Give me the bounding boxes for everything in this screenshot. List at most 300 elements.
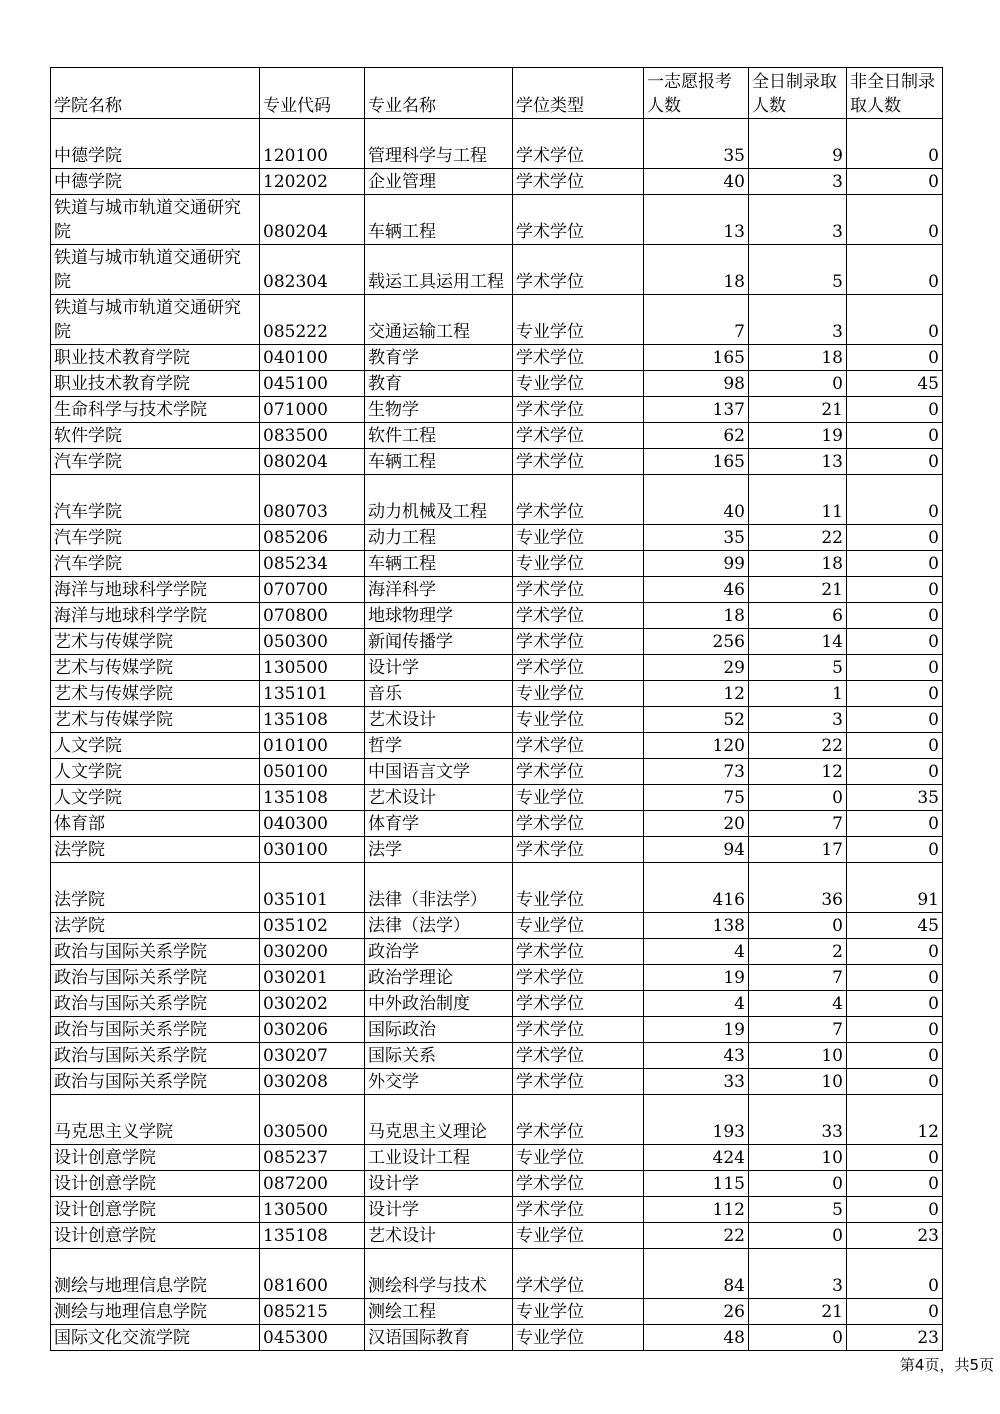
college-cell: 汽车学院 — [51, 449, 260, 475]
parttime-cell: 0 — [847, 525, 943, 551]
applicants-cell: 4 — [644, 991, 749, 1017]
table-row — [51, 551, 943, 577]
degree-cell: 专业学位 — [513, 1299, 644, 1325]
parttime-cell: 0 — [847, 603, 943, 629]
degree-cell: 学术学位 — [513, 939, 644, 965]
table-row — [51, 1325, 943, 1351]
college-cell: 设计创意学院 — [51, 1171, 260, 1197]
college-cell: 国际文化交流学院 — [51, 1325, 260, 1351]
applicants-cell: 165 — [644, 449, 749, 475]
major-cell: 测绘科学与技术 — [365, 1249, 513, 1299]
fulltime-cell: 2 — [749, 939, 847, 965]
college-cell: 测绘与地理信息学院 — [51, 1299, 260, 1325]
code-cell: 030100 — [260, 837, 365, 863]
parttime-cell: 0 — [847, 423, 943, 449]
applicants-cell: 18 — [644, 603, 749, 629]
degree-cell: 学术学位 — [513, 837, 644, 863]
code-cell: 085206 — [260, 525, 365, 551]
fulltime-cell: 13 — [749, 449, 847, 475]
fulltime-cell: 18 — [749, 551, 847, 577]
fulltime-cell: 19 — [749, 423, 847, 449]
major-cell: 新闻传播学 — [365, 629, 513, 655]
code-cell: 130500 — [260, 655, 365, 681]
degree-cell: 专业学位 — [513, 525, 644, 551]
college-cell: 政治与国际关系学院 — [51, 1017, 260, 1043]
college-cell: 艺术与传媒学院 — [51, 707, 260, 733]
degree-cell: 学术学位 — [513, 733, 644, 759]
college-cell: 汽车学院 — [51, 525, 260, 551]
column-header-degree: 学位类型 — [513, 68, 644, 119]
major-cell: 设计学 — [365, 655, 513, 681]
code-cell: 030208 — [260, 1069, 365, 1095]
applicants-cell: 19 — [644, 965, 749, 991]
applicants-cell: 18 — [644, 245, 749, 295]
college-cell: 铁道与城市轨道交通研究院 — [51, 295, 260, 345]
page-number: 第4页，共5页 — [899, 1356, 994, 1374]
table-row — [51, 1197, 943, 1223]
college-cell: 艺术与传媒学院 — [51, 629, 260, 655]
parttime-cell: 0 — [847, 991, 943, 1017]
parttime-cell: 0 — [847, 655, 943, 681]
applicants-cell: 424 — [644, 1145, 749, 1171]
table-row — [51, 1043, 943, 1069]
major-cell: 生物学 — [365, 397, 513, 423]
fulltime-cell: 5 — [749, 655, 847, 681]
applicants-cell: 46 — [644, 577, 749, 603]
degree-cell: 专业学位 — [513, 681, 644, 707]
college-cell: 测绘与地理信息学院 — [51, 1249, 260, 1299]
code-cell: 035102 — [260, 913, 365, 939]
admission-table — [50, 67, 943, 1351]
college-cell: 法学院 — [51, 913, 260, 939]
code-cell: 080204 — [260, 449, 365, 475]
major-cell: 国际关系 — [365, 1043, 513, 1069]
degree-cell: 学术学位 — [513, 1249, 644, 1299]
parttime-cell: 0 — [847, 1017, 943, 1043]
major-cell: 车辆工程 — [365, 449, 513, 475]
college-cell: 法学院 — [51, 863, 260, 913]
fulltime-cell: 10 — [749, 1145, 847, 1171]
fulltime-cell: 0 — [749, 1223, 847, 1249]
applicants-cell: 138 — [644, 913, 749, 939]
parttime-cell: 0 — [847, 245, 943, 295]
fulltime-cell: 12 — [749, 759, 847, 785]
fulltime-cell: 11 — [749, 475, 847, 525]
college-cell: 设计创意学院 — [51, 1223, 260, 1249]
degree-cell: 学术学位 — [513, 655, 644, 681]
parttime-cell: 0 — [847, 345, 943, 371]
college-cell: 政治与国际关系学院 — [51, 1043, 260, 1069]
applicants-cell: 120 — [644, 733, 749, 759]
code-cell: 085222 — [260, 295, 365, 345]
fulltime-cell: 7 — [749, 1017, 847, 1043]
college-cell: 生命科学与技术学院 — [51, 397, 260, 423]
table-row — [51, 991, 943, 1017]
parttime-cell: 0 — [847, 837, 943, 863]
applicants-cell: 7 — [644, 295, 749, 345]
fulltime-cell: 14 — [749, 629, 847, 655]
college-cell: 人文学院 — [51, 785, 260, 811]
parttime-cell: 35 — [847, 785, 943, 811]
fulltime-cell: 9 — [749, 119, 847, 169]
parttime-cell: 0 — [847, 939, 943, 965]
college-cell: 中德学院 — [51, 169, 260, 195]
table-row — [51, 759, 943, 785]
degree-cell: 学术学位 — [513, 345, 644, 371]
parttime-cell: 0 — [847, 551, 943, 577]
parttime-cell: 0 — [847, 1069, 943, 1095]
degree-cell: 专业学位 — [513, 785, 644, 811]
degree-cell: 学术学位 — [513, 965, 644, 991]
major-cell: 教育 — [365, 371, 513, 397]
table-row — [51, 1223, 943, 1249]
code-cell: 135101 — [260, 681, 365, 707]
degree-cell: 学术学位 — [513, 245, 644, 295]
table-row — [51, 707, 943, 733]
parttime-cell: 0 — [847, 707, 943, 733]
major-cell: 动力工程 — [365, 525, 513, 551]
fulltime-cell: 3 — [749, 1249, 847, 1299]
major-cell: 设计学 — [365, 1171, 513, 1197]
fulltime-cell: 3 — [749, 295, 847, 345]
fulltime-cell: 22 — [749, 525, 847, 551]
applicants-cell: 33 — [644, 1069, 749, 1095]
college-cell: 人文学院 — [51, 733, 260, 759]
applicants-cell: 137 — [644, 397, 749, 423]
degree-cell: 学术学位 — [513, 759, 644, 785]
degree-cell: 专业学位 — [513, 1223, 644, 1249]
major-cell: 企业管理 — [365, 169, 513, 195]
college-cell: 汽车学院 — [51, 475, 260, 525]
applicants-cell: 115 — [644, 1171, 749, 1197]
fulltime-cell: 0 — [749, 913, 847, 939]
degree-cell: 专业学位 — [513, 371, 644, 397]
code-cell: 040300 — [260, 811, 365, 837]
fulltime-cell: 21 — [749, 397, 847, 423]
applicants-cell: 256 — [644, 629, 749, 655]
parttime-cell: 45 — [847, 913, 943, 939]
applicants-cell: 13 — [644, 195, 749, 245]
code-cell: 050300 — [260, 629, 365, 655]
code-cell: 081600 — [260, 1249, 365, 1299]
major-cell: 体育学 — [365, 811, 513, 837]
major-cell: 法律（法学） — [365, 913, 513, 939]
fulltime-cell: 33 — [749, 1095, 847, 1145]
college-cell: 职业技术教育学院 — [51, 345, 260, 371]
college-cell: 职业技术教育学院 — [51, 371, 260, 397]
parttime-cell: 0 — [847, 629, 943, 655]
code-cell: 087200 — [260, 1171, 365, 1197]
parttime-cell: 0 — [847, 1299, 943, 1325]
fulltime-cell: 18 — [749, 345, 847, 371]
applicants-cell: 35 — [644, 525, 749, 551]
code-cell: 070700 — [260, 577, 365, 603]
applicants-cell: 112 — [644, 1197, 749, 1223]
parttime-cell: 0 — [847, 1145, 943, 1171]
table-row — [51, 1249, 943, 1299]
degree-cell: 学术学位 — [513, 195, 644, 245]
code-cell: 035101 — [260, 863, 365, 913]
major-cell: 马克思主义理论 — [365, 1095, 513, 1145]
applicants-cell: 165 — [644, 345, 749, 371]
parttime-cell: 91 — [847, 863, 943, 913]
major-cell: 哲学 — [365, 733, 513, 759]
applicants-cell: 62 — [644, 423, 749, 449]
parttime-cell: 0 — [847, 169, 943, 195]
code-cell: 135108 — [260, 785, 365, 811]
parttime-cell: 0 — [847, 119, 943, 169]
college-cell: 铁道与城市轨道交通研究院 — [51, 195, 260, 245]
major-cell: 软件工程 — [365, 423, 513, 449]
degree-cell: 学术学位 — [513, 1171, 644, 1197]
applicants-cell: 193 — [644, 1095, 749, 1145]
parttime-cell: 0 — [847, 397, 943, 423]
degree-cell: 学术学位 — [513, 475, 644, 525]
fulltime-cell: 7 — [749, 965, 847, 991]
major-cell: 法律（非法学） — [365, 863, 513, 913]
table-row — [51, 1095, 943, 1145]
fulltime-cell: 5 — [749, 245, 847, 295]
fulltime-cell: 36 — [749, 863, 847, 913]
parttime-cell: 0 — [847, 1171, 943, 1197]
college-cell: 海洋与地球科学学院 — [51, 603, 260, 629]
table-row — [51, 169, 943, 195]
code-cell: 045100 — [260, 371, 365, 397]
degree-cell: 学术学位 — [513, 119, 644, 169]
column-header-major: 专业名称 — [365, 68, 513, 119]
table-row — [51, 449, 943, 475]
parttime-cell: 0 — [847, 733, 943, 759]
parttime-cell: 0 — [847, 295, 943, 345]
major-cell: 载运工具运用工程 — [365, 245, 513, 295]
table-row — [51, 119, 943, 169]
fulltime-cell: 0 — [749, 1325, 847, 1351]
applicants-cell: 94 — [644, 837, 749, 863]
degree-cell: 专业学位 — [513, 863, 644, 913]
college-cell: 艺术与传媒学院 — [51, 681, 260, 707]
code-cell: 030200 — [260, 939, 365, 965]
degree-cell: 学术学位 — [513, 629, 644, 655]
table-row — [51, 577, 943, 603]
code-cell: 080703 — [260, 475, 365, 525]
parttime-cell: 0 — [847, 577, 943, 603]
table-row — [51, 681, 943, 707]
college-cell: 铁道与城市轨道交通研究院 — [51, 245, 260, 295]
applicants-cell: 98 — [644, 371, 749, 397]
degree-cell: 学术学位 — [513, 577, 644, 603]
fulltime-cell: 10 — [749, 1069, 847, 1095]
code-cell: 135108 — [260, 707, 365, 733]
parttime-cell: 0 — [847, 759, 943, 785]
code-cell: 070800 — [260, 603, 365, 629]
code-cell: 030207 — [260, 1043, 365, 1069]
table-row — [51, 345, 943, 371]
table-row — [51, 965, 943, 991]
fulltime-cell: 22 — [749, 733, 847, 759]
parttime-cell: 0 — [847, 681, 943, 707]
table-row — [51, 295, 943, 345]
table-row — [51, 423, 943, 449]
fulltime-cell: 21 — [749, 577, 847, 603]
table-row — [51, 1069, 943, 1095]
degree-cell: 专业学位 — [513, 551, 644, 577]
college-cell: 政治与国际关系学院 — [51, 939, 260, 965]
table-row — [51, 1017, 943, 1043]
degree-cell: 专业学位 — [513, 295, 644, 345]
parttime-cell: 45 — [847, 371, 943, 397]
fulltime-cell: 3 — [749, 195, 847, 245]
college-cell: 艺术与传媒学院 — [51, 655, 260, 681]
major-cell: 车辆工程 — [365, 551, 513, 577]
table-row — [51, 811, 943, 837]
fulltime-cell: 7 — [749, 811, 847, 837]
table-row — [51, 603, 943, 629]
college-cell: 法学院 — [51, 837, 260, 863]
fulltime-cell: 6 — [749, 603, 847, 629]
fulltime-cell: 3 — [749, 707, 847, 733]
code-cell: 080204 — [260, 195, 365, 245]
major-cell: 外交学 — [365, 1069, 513, 1095]
applicants-cell: 22 — [644, 1223, 749, 1249]
applicants-cell: 43 — [644, 1043, 749, 1069]
table-row — [51, 195, 943, 245]
degree-cell: 专业学位 — [513, 1145, 644, 1171]
column-header-code: 专业代码 — [260, 68, 365, 119]
fulltime-cell: 5 — [749, 1197, 847, 1223]
major-cell: 中外政治制度 — [365, 991, 513, 1017]
college-cell: 软件学院 — [51, 423, 260, 449]
fulltime-cell: 0 — [749, 785, 847, 811]
applicants-cell: 40 — [644, 169, 749, 195]
code-cell: 030500 — [260, 1095, 365, 1145]
column-header-fulltime: 全日制录取人数 — [749, 68, 847, 119]
table-row — [51, 863, 943, 913]
code-cell: 085215 — [260, 1299, 365, 1325]
major-cell: 政治学理论 — [365, 965, 513, 991]
degree-cell: 学术学位 — [513, 397, 644, 423]
table-row — [51, 733, 943, 759]
applicants-cell: 75 — [644, 785, 749, 811]
table-row — [51, 837, 943, 863]
code-cell: 030206 — [260, 1017, 365, 1043]
applicants-cell: 26 — [644, 1299, 749, 1325]
code-cell: 071000 — [260, 397, 365, 423]
major-cell: 动力机械及工程 — [365, 475, 513, 525]
college-cell: 体育部 — [51, 811, 260, 837]
table-row — [51, 397, 943, 423]
table-row — [51, 913, 943, 939]
applicants-cell: 73 — [644, 759, 749, 785]
code-cell: 010100 — [260, 733, 365, 759]
degree-cell: 学术学位 — [513, 1043, 644, 1069]
degree-cell: 学术学位 — [513, 811, 644, 837]
major-cell: 国际政治 — [365, 1017, 513, 1043]
code-cell: 050100 — [260, 759, 365, 785]
applicants-cell: 99 — [644, 551, 749, 577]
major-cell: 工业设计工程 — [365, 1145, 513, 1171]
major-cell: 中国语言文学 — [365, 759, 513, 785]
fulltime-cell: 3 — [749, 169, 847, 195]
code-cell: 040100 — [260, 345, 365, 371]
college-cell: 中德学院 — [51, 119, 260, 169]
table-row — [51, 1299, 943, 1325]
column-header-parttime: 非全日制录取人数 — [847, 68, 943, 119]
major-cell: 法学 — [365, 837, 513, 863]
degree-cell: 学术学位 — [513, 449, 644, 475]
table-row — [51, 245, 943, 295]
parttime-cell: 0 — [847, 965, 943, 991]
degree-cell: 专业学位 — [513, 1325, 644, 1351]
major-cell: 地球物理学 — [365, 603, 513, 629]
applicants-cell: 20 — [644, 811, 749, 837]
applicants-cell: 416 — [644, 863, 749, 913]
degree-cell: 学术学位 — [513, 1197, 644, 1223]
table-body — [51, 119, 943, 1351]
major-cell: 汉语国际教育 — [365, 1325, 513, 1351]
major-cell: 车辆工程 — [365, 195, 513, 245]
college-cell: 马克思主义学院 — [51, 1095, 260, 1145]
applicants-cell: 19 — [644, 1017, 749, 1043]
degree-cell: 学术学位 — [513, 1095, 644, 1145]
applicants-cell: 12 — [644, 681, 749, 707]
college-cell: 设计创意学院 — [51, 1145, 260, 1171]
table-row — [51, 475, 943, 525]
parttime-cell: 0 — [847, 1197, 943, 1223]
fulltime-cell: 0 — [749, 371, 847, 397]
applicants-cell: 48 — [644, 1325, 749, 1351]
code-cell: 082304 — [260, 245, 365, 295]
fulltime-cell: 1 — [749, 681, 847, 707]
column-header-college: 学院名称 — [51, 68, 260, 119]
major-cell: 设计学 — [365, 1197, 513, 1223]
college-cell: 汽车学院 — [51, 551, 260, 577]
code-cell: 085237 — [260, 1145, 365, 1171]
fulltime-cell: 17 — [749, 837, 847, 863]
applicants-cell: 84 — [644, 1249, 749, 1299]
major-cell: 海洋科学 — [365, 577, 513, 603]
parttime-cell: 0 — [847, 1249, 943, 1299]
major-cell: 交通运输工程 — [365, 295, 513, 345]
code-cell: 135108 — [260, 1223, 365, 1249]
major-cell: 教育学 — [365, 345, 513, 371]
parttime-cell: 0 — [847, 811, 943, 837]
code-cell: 130500 — [260, 1197, 365, 1223]
college-cell: 政治与国际关系学院 — [51, 991, 260, 1017]
college-cell: 设计创意学院 — [51, 1197, 260, 1223]
applicants-cell: 35 — [644, 119, 749, 169]
applicants-cell: 29 — [644, 655, 749, 681]
code-cell: 030201 — [260, 965, 365, 991]
college-cell: 政治与国际关系学院 — [51, 1069, 260, 1095]
major-cell: 音乐 — [365, 681, 513, 707]
table-row — [51, 785, 943, 811]
applicants-cell: 4 — [644, 939, 749, 965]
degree-cell: 学术学位 — [513, 603, 644, 629]
fulltime-cell: 4 — [749, 991, 847, 1017]
applicants-cell: 40 — [644, 475, 749, 525]
parttime-cell: 0 — [847, 195, 943, 245]
table-row — [51, 655, 943, 681]
parttime-cell: 23 — [847, 1223, 943, 1249]
college-cell: 人文学院 — [51, 759, 260, 785]
code-cell: 085234 — [260, 551, 365, 577]
degree-cell: 专业学位 — [513, 913, 644, 939]
applicants-cell: 52 — [644, 707, 749, 733]
code-cell: 045300 — [260, 1325, 365, 1351]
degree-cell: 学术学位 — [513, 1069, 644, 1095]
header-row — [51, 68, 943, 119]
parttime-cell: 0 — [847, 1043, 943, 1069]
